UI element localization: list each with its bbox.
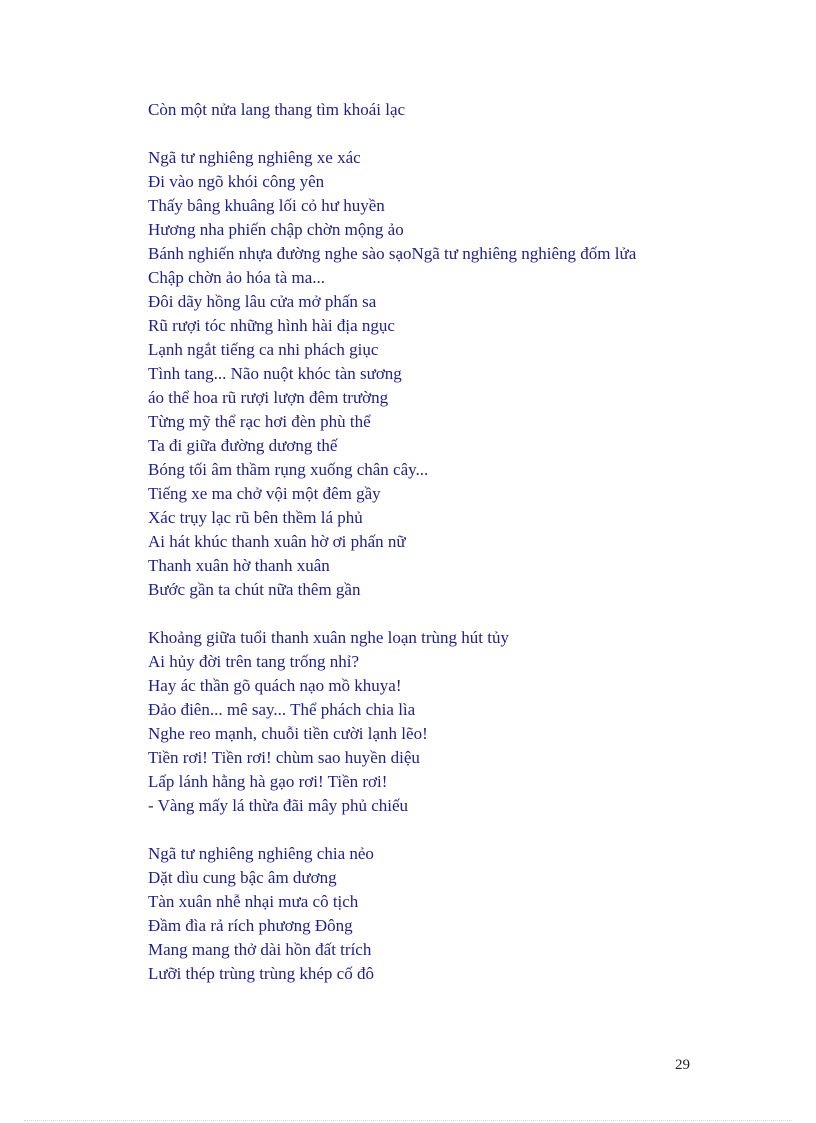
stanza: [148, 98, 688, 122]
poem-line: Đôi dãy hồng lâu cửa mở phấn sa: [148, 292, 377, 311]
poem-line: Hay ác thần gõ quách nạo mồ khuya!: [148, 676, 402, 695]
poem-line: Còn một nửa lang thang tìm khoái lạc: [148, 100, 406, 119]
poem-line: Từng mỹ thể rạc hơi đèn phù thể: [148, 412, 371, 431]
stanza-gap: [148, 122, 688, 146]
poem-line: Tình tang... Não nuột khóc tàn sương: [148, 364, 402, 383]
poem-body: [148, 98, 688, 986]
poem-line: Bóng tối âm thầm rụng xuống chân cây...: [148, 460, 429, 479]
poem-line: Mang mang thở dài hồn đất trích: [148, 940, 372, 959]
poem-line: Tiền rơi! Tiền rơi! chùm sao huyền diệu: [148, 748, 420, 767]
stanza-gap: [148, 602, 688, 626]
poem-line: Nghe reo mạnh, chuỗi tiền cười lạnh lẽo!: [148, 724, 428, 743]
page-bottom-divider: [24, 1120, 792, 1121]
poem-line: Lưỡi thép trùng trùng khép cố đô: [148, 964, 374, 983]
poem-line: Ta đi giữa đường dương thế: [148, 436, 338, 455]
poem-line: Đảo điên... mê say... Thể phách chia lìa: [148, 700, 416, 719]
poem-line: Ai hát khúc thanh xuân hờ ơi phấn nữ: [148, 532, 406, 551]
poem-line: áo thể hoa rũ rượi lượn đêm trường: [148, 388, 389, 407]
poem-line: Rũ rượi tóc những hình hài địa ngục: [148, 316, 395, 335]
page-number: 29: [675, 1057, 690, 1073]
poem-line: Thấy bâng khuâng lối cỏ hư huyền: [148, 196, 385, 215]
poem-line: Thanh xuân hờ thanh xuân: [148, 556, 330, 575]
poem-line: Lạnh ngắt tiếng ca nhi phách giục: [148, 340, 379, 359]
poem-line: Dặt dìu cung bậc âm dương: [148, 868, 337, 887]
poem-line: Hương nha phiến chập chờn mộng ảo: [148, 220, 404, 239]
poem-line: Chập chờn ảo hóa tà ma...: [148, 268, 326, 287]
poem-line: Tàn xuân nhễ nhại mưa cô tịch: [148, 892, 359, 911]
poem-line: Lấp lánh hằng hà gạo rơi! Tiền rơi!: [148, 772, 388, 791]
stanza: [148, 842, 688, 986]
poem-line: Xác trụy lạc rũ bên thềm lá phủ: [148, 508, 363, 527]
poem-line: Tiếng xe ma chở vội một đêm gầy: [148, 484, 381, 503]
poem-line: Ai hủy đời trên tang trống nhỉ?: [148, 652, 360, 671]
poem-line: Đầm đìa rả rích phương Đông: [148, 916, 353, 935]
poem-line: Ngã tư nghiêng nghiêng xe xác: [148, 148, 361, 167]
poem-line: Ngã tư nghiêng nghiêng chia nẻo: [148, 844, 374, 863]
poem-line: Đi vào ngõ khói công yên: [148, 172, 325, 191]
stanza-gap: [148, 818, 688, 842]
poem-line: Khoảng giữa tuổi thanh xuân nghe loạn trùng hút tủy: [148, 628, 509, 647]
poem-line: - Vàng mấy lá thừa đãi mây phủ chiếu: [148, 796, 409, 815]
stanza: [148, 146, 688, 602]
poem-line: Bước gần ta chút nữa thêm gần: [148, 580, 361, 599]
poem-line: Bánh nghiến nhựa đường nghe sào sạoNgã tư nghiêng nghiêng đốm lửa: [148, 244, 637, 263]
stanza: [148, 626, 688, 818]
